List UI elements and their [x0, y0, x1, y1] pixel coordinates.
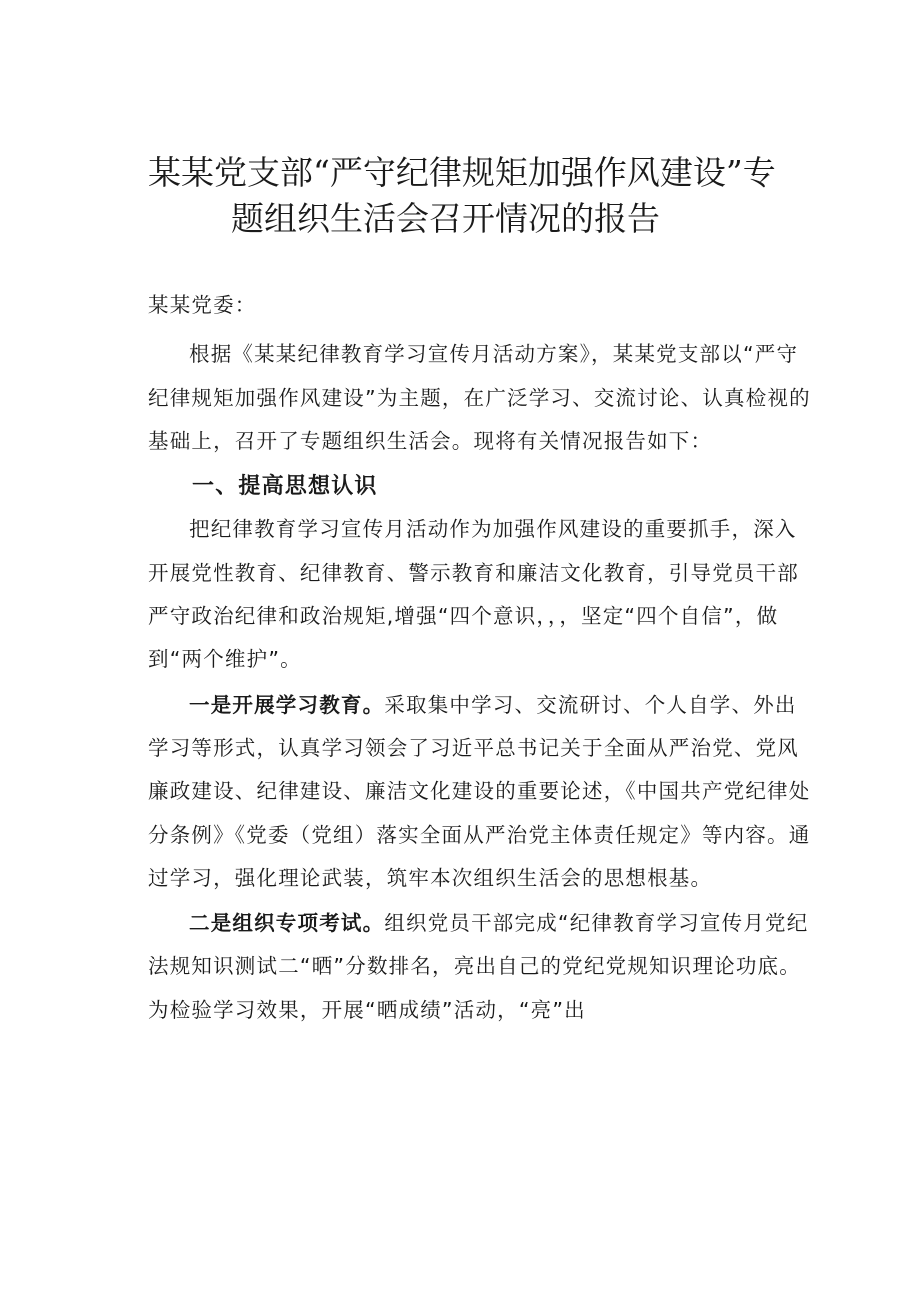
- intro-paragraph: 根据《某某纪律教育学习宣传月活动方案》，某某党支部以“严守纪律规矩加强作风建设”为主题，在广泛学习、交流讨论、认真检视的基础上，召开了专题组织生活会。现将有关情况报告如下：: [148, 342, 811, 453]
- title-line-2: 题组织生活会召开情况的报告: [231, 199, 660, 238]
- item-2-lead: 二是组织专项考试。: [189, 911, 385, 936]
- item-2-text: 组织党员干部完成“纪律教育学习宣传月党纪法规知识测试二“晒”分数排名，亮出自己的党纪党规知识理论功底。为检验学习效果，开展“晒成绩”活动，“亮”出: [148, 911, 809, 1022]
- item-1-lead: 一是开展学习教育。: [189, 692, 385, 717]
- section-1-heading: 一、提高思想认识: [192, 474, 378, 500]
- item-1-text: 采取集中学习、交流研讨、个人自学、外出学习等形式，认真学习领会了习近平总书记关于全面从严治党、党风廉政建设、纪律建设、廉洁文化建设的重要论述，《中国共产党纪律处分条例》《党委（党组）落实全面从严治党主体责任规定》等内容。通过学习，强化理论武装，筑牢本次组织生活会的思想根基。: [148, 692, 811, 890]
- title-line-1: 某某党支部“严守纪律规矩加强作风建设”专: [148, 153, 776, 192]
- item-2-paragraph: [148, 902, 818, 1032]
- document-body: [148, 284, 818, 1032]
- item-1-paragraph: [148, 684, 818, 900]
- salutation: 某某党委：: [148, 293, 257, 317]
- document-title: [148, 150, 828, 242]
- section-1-paragraph: 把纪律教育学习宣传月活动作为加强作风建设的重要抓手，深入开展党性教育、纪律教育、警示教育和廉洁文化教育，引导党员干部严守政治纪律和政治规矩,增强“四个意识，，，坚定“四个自信”，做到“两个维护”。: [148, 517, 799, 672]
